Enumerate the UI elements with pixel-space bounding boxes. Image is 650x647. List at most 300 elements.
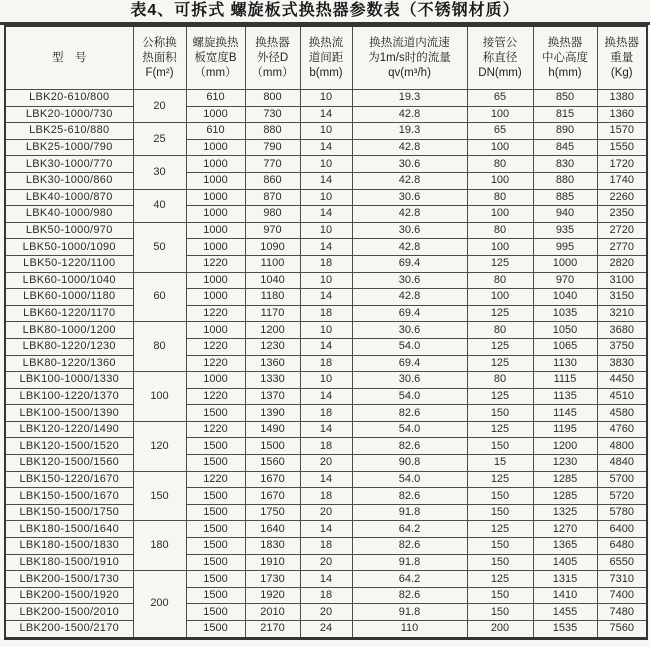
cell-outer-diameter-D: 1730 — [245, 571, 300, 588]
cell-weight: 3680 — [597, 322, 647, 339]
table-title: 表4、可拆式 螺旋板式换热器参数表（不锈钢材质） — [130, 2, 520, 19]
cell-flow-rate-qv: 54.0 — [352, 338, 467, 355]
cell-plate-width-B: 1000 — [186, 206, 245, 223]
cell-plate-width-B: 1500 — [186, 604, 245, 621]
cell-nominal-area: 60 — [133, 272, 186, 322]
table-row — [5, 621, 647, 639]
cell-flow-rate-qv: 82.6 — [352, 405, 467, 422]
cell-channel-spacing-b: 18 — [300, 305, 352, 322]
cell-center-height-h: 1115 — [533, 372, 597, 389]
cell-plate-width-B: 1000 — [186, 139, 245, 156]
cell-nozzle-DN: 65 — [467, 90, 533, 107]
cell-model: LBK30-1000/770 — [5, 156, 133, 173]
cell-nozzle-DN: 15 — [467, 455, 533, 472]
cell-channel-spacing-b: 14 — [300, 239, 352, 256]
cell-nozzle-DN: 80 — [467, 272, 533, 289]
cell-plate-width-B: 610 — [186, 123, 245, 140]
table-row — [5, 554, 647, 571]
cell-flow-rate-qv: 64.2 — [352, 571, 467, 588]
cell-flow-rate-qv: 30.6 — [352, 322, 467, 339]
column-header-line: 重量 — [610, 51, 634, 64]
cell-plate-width-B: 1000 — [186, 322, 245, 339]
cell-plate-width-B: 1220 — [186, 421, 245, 438]
column-header-line: h(mm) — [548, 66, 582, 79]
cell-model: LBK100-1000/1330 — [5, 372, 133, 389]
table-row — [5, 255, 647, 272]
cell-nominal-area: 80 — [133, 322, 186, 372]
cell-channel-spacing-b: 14 — [300, 571, 352, 588]
cell-weight: 2820 — [597, 255, 647, 272]
table-row — [5, 289, 647, 306]
cell-center-height-h: 845 — [533, 139, 597, 156]
cell-outer-diameter-D: 1670 — [245, 488, 300, 505]
cell-plate-width-B: 1500 — [186, 587, 245, 604]
column-header-model — [5, 26, 133, 90]
cell-flow-rate-qv: 64.2 — [352, 521, 467, 538]
cell-center-height-h: 1270 — [533, 521, 597, 538]
column-header-spacing — [300, 26, 352, 90]
cell-model: LBK200-1500/1730 — [5, 571, 133, 588]
cell-flow-rate-qv: 91.8 — [352, 504, 467, 521]
cell-plate-width-B: 1500 — [186, 488, 245, 505]
cell-outer-diameter-D: 1200 — [245, 322, 300, 339]
cell-outer-diameter-D: 970 — [245, 222, 300, 239]
cell-center-height-h: 1455 — [533, 604, 597, 621]
table-row — [5, 222, 647, 239]
cell-model: LBK30-1000/860 — [5, 172, 133, 189]
cell-plate-width-B: 1000 — [186, 239, 245, 256]
column-header-line: 型 号 — [52, 51, 87, 64]
cell-channel-spacing-b: 14 — [300, 106, 352, 123]
cell-flow-rate-qv: 42.8 — [352, 239, 467, 256]
cell-nominal-area: 40 — [133, 189, 186, 222]
table-row — [5, 338, 647, 355]
cell-outer-diameter-D: 870 — [245, 189, 300, 206]
column-header-line: 换热器 — [255, 36, 290, 49]
cell-outer-diameter-D: 790 — [245, 139, 300, 156]
cell-flow-rate-qv: 30.6 — [352, 156, 467, 173]
column-header-flow — [352, 26, 467, 90]
table-row — [5, 504, 647, 521]
cell-weight: 4580 — [597, 405, 647, 422]
cell-model: LBK40-1000/870 — [5, 189, 133, 206]
cell-nozzle-DN: 100 — [467, 139, 533, 156]
cell-model: LBK180-1500/1830 — [5, 538, 133, 555]
cell-channel-spacing-b: 18 — [300, 355, 352, 372]
cell-model: LBK200-1500/2170 — [5, 621, 133, 639]
column-header-line: qv(m³/h) — [388, 66, 431, 79]
cell-channel-spacing-b: 18 — [300, 488, 352, 505]
cell-weight: 4450 — [597, 372, 647, 389]
cell-outer-diameter-D: 860 — [245, 172, 300, 189]
cell-outer-diameter-D: 1180 — [245, 289, 300, 306]
cell-center-height-h: 890 — [533, 123, 597, 140]
cell-nozzle-DN: 65 — [467, 123, 533, 140]
cell-weight: 4510 — [597, 388, 647, 405]
heat-exchanger-parameters-table — [4, 25, 648, 640]
cell-nozzle-DN: 125 — [467, 305, 533, 322]
cell-flow-rate-qv: 91.8 — [352, 554, 467, 571]
cell-plate-width-B: 1500 — [186, 621, 245, 639]
table-row — [5, 206, 647, 223]
table-row — [5, 388, 647, 405]
cell-model: LBK150-1500/1750 — [5, 504, 133, 521]
cell-channel-spacing-b: 24 — [300, 621, 352, 639]
table-row — [5, 421, 647, 438]
cell-nozzle-DN: 125 — [467, 388, 533, 405]
cell-nozzle-DN: 200 — [467, 621, 533, 639]
cell-weight: 4760 — [597, 421, 647, 438]
cell-flow-rate-qv: 54.0 — [352, 471, 467, 488]
cell-nozzle-DN: 150 — [467, 438, 533, 455]
cell-nozzle-DN: 100 — [467, 172, 533, 189]
cell-center-height-h: 1200 — [533, 438, 597, 455]
cell-model: LBK25-1000/790 — [5, 139, 133, 156]
cell-outer-diameter-D: 1090 — [245, 239, 300, 256]
cell-plate-width-B: 1000 — [186, 156, 245, 173]
cell-nozzle-DN: 100 — [467, 206, 533, 223]
cell-flow-rate-qv: 82.6 — [352, 488, 467, 505]
cell-channel-spacing-b: 14 — [300, 521, 352, 538]
table-row — [5, 521, 647, 538]
cell-center-height-h: 970 — [533, 272, 597, 289]
cell-weight: 7560 — [597, 621, 647, 639]
cell-plate-width-B: 1220 — [186, 255, 245, 272]
cell-nozzle-DN: 125 — [467, 421, 533, 438]
cell-plate-width-B: 1000 — [186, 289, 245, 306]
column-header-line: 称直径 — [482, 51, 518, 64]
cell-plate-width-B: 1000 — [186, 272, 245, 289]
cell-channel-spacing-b: 10 — [300, 222, 352, 239]
cell-nominal-area: 200 — [133, 571, 186, 638]
cell-model: LBK180-1500/1640 — [5, 521, 133, 538]
cell-nominal-area: 180 — [133, 521, 186, 571]
cell-weight: 2260 — [597, 189, 647, 206]
column-header-line: 板宽度B — [194, 51, 237, 64]
cell-flow-rate-qv: 42.8 — [352, 206, 467, 223]
cell-weight: 1720 — [597, 156, 647, 173]
cell-outer-diameter-D: 730 — [245, 106, 300, 123]
cell-center-height-h: 1365 — [533, 538, 597, 555]
cell-plate-width-B: 1500 — [186, 438, 245, 455]
cell-center-height-h: 1130 — [533, 355, 597, 372]
cell-outer-diameter-D: 1330 — [245, 372, 300, 389]
table-row — [5, 305, 647, 322]
cell-center-height-h: 830 — [533, 156, 597, 173]
cell-nozzle-DN: 150 — [467, 604, 533, 621]
cell-flow-rate-qv: 69.4 — [352, 255, 467, 272]
cell-flow-rate-qv: 30.6 — [352, 189, 467, 206]
cell-weight: 1380 — [597, 90, 647, 107]
cell-outer-diameter-D: 2010 — [245, 604, 300, 621]
cell-model: LBK20-610/800 — [5, 90, 133, 107]
cell-channel-spacing-b: 14 — [300, 338, 352, 355]
cell-weight: 1360 — [597, 106, 647, 123]
table-row — [5, 604, 647, 621]
cell-model: LBK60-1000/1180 — [5, 289, 133, 306]
cell-flow-rate-qv: 82.6 — [352, 438, 467, 455]
cell-outer-diameter-D: 1640 — [245, 521, 300, 538]
table-row — [5, 322, 647, 339]
cell-channel-spacing-b: 14 — [300, 139, 352, 156]
cell-flow-rate-qv: 90.8 — [352, 455, 467, 472]
cell-nozzle-DN: 100 — [467, 289, 533, 306]
cell-model: LBK120-1220/1490 — [5, 421, 133, 438]
cell-model: LBK180-1500/1910 — [5, 554, 133, 571]
table-row — [5, 538, 647, 555]
column-header-line: 螺旋换热 — [192, 36, 239, 49]
cell-nominal-area: 150 — [133, 471, 186, 521]
cell-center-height-h: 1195 — [533, 421, 597, 438]
cell-plate-width-B: 1500 — [186, 455, 245, 472]
cell-nominal-area: 20 — [133, 90, 186, 123]
cell-model: LBK50-1000/970 — [5, 222, 133, 239]
cell-outer-diameter-D: 1230 — [245, 338, 300, 355]
cell-weight: 1740 — [597, 172, 647, 189]
column-header-line: 热面积 — [142, 51, 177, 64]
table-row — [5, 189, 647, 206]
cell-center-height-h: 1065 — [533, 338, 597, 355]
cell-plate-width-B: 1500 — [186, 538, 245, 555]
cell-flow-rate-qv: 42.8 — [352, 106, 467, 123]
column-header-diameter — [245, 26, 300, 90]
cell-channel-spacing-b: 20 — [300, 604, 352, 621]
cell-model: LBK50-1000/1090 — [5, 239, 133, 256]
cell-model: LBK50-1220/1100 — [5, 255, 133, 272]
cell-model: LBK20-1000/730 — [5, 106, 133, 123]
cell-model: LBK120-1500/1520 — [5, 438, 133, 455]
cell-plate-width-B: 1000 — [186, 189, 245, 206]
cell-nozzle-DN: 125 — [467, 571, 533, 588]
cell-flow-rate-qv: 42.8 — [352, 172, 467, 189]
table-row — [5, 355, 647, 372]
cell-center-height-h: 1135 — [533, 388, 597, 405]
cell-outer-diameter-D: 1040 — [245, 272, 300, 289]
cell-model: LBK200-1500/2010 — [5, 604, 133, 621]
cell-flow-rate-qv: 42.8 — [352, 139, 467, 156]
cell-weight: 1570 — [597, 123, 647, 140]
cell-center-height-h: 1145 — [533, 405, 597, 422]
column-header-area — [133, 26, 186, 90]
cell-channel-spacing-b: 18 — [300, 438, 352, 455]
cell-channel-spacing-b: 18 — [300, 587, 352, 604]
cell-nozzle-DN: 125 — [467, 338, 533, 355]
cell-center-height-h: 995 — [533, 239, 597, 256]
cell-nominal-area: 30 — [133, 156, 186, 189]
cell-outer-diameter-D: 1670 — [245, 471, 300, 488]
cell-outer-diameter-D: 1360 — [245, 355, 300, 372]
cell-center-height-h: 1315 — [533, 571, 597, 588]
cell-nominal-area: 100 — [133, 372, 186, 422]
cell-center-height-h: 940 — [533, 206, 597, 223]
cell-outer-diameter-D: 800 — [245, 90, 300, 107]
table-row — [5, 455, 647, 472]
cell-outer-diameter-D: 1490 — [245, 421, 300, 438]
cell-plate-width-B: 1000 — [186, 106, 245, 123]
cell-channel-spacing-b: 20 — [300, 504, 352, 521]
column-header-line: b(mm) — [309, 66, 343, 79]
column-header-line: （mm） — [194, 66, 237, 79]
table-row — [5, 438, 647, 455]
cell-model: LBK100-1500/1390 — [5, 405, 133, 422]
cell-weight: 6400 — [597, 521, 647, 538]
cell-nozzle-DN: 125 — [467, 521, 533, 538]
cell-model: LBK80-1000/1200 — [5, 322, 133, 339]
cell-nozzle-DN: 100 — [467, 239, 533, 256]
cell-plate-width-B: 1000 — [186, 172, 245, 189]
table-row — [5, 488, 647, 505]
table-row — [5, 139, 647, 156]
cell-nozzle-DN: 80 — [467, 322, 533, 339]
cell-channel-spacing-b: 18 — [300, 538, 352, 555]
cell-center-height-h: 1285 — [533, 471, 597, 488]
cell-flow-rate-qv: 69.4 — [352, 305, 467, 322]
column-header-line: （mm） — [251, 66, 294, 79]
cell-center-height-h: 1040 — [533, 289, 597, 306]
cell-weight: 3210 — [597, 305, 647, 322]
cell-center-height-h: 1410 — [533, 587, 597, 604]
cell-model: LBK150-1500/1670 — [5, 488, 133, 505]
cell-center-height-h: 1050 — [533, 322, 597, 339]
cell-flow-rate-qv: 30.6 — [352, 272, 467, 289]
cell-weight: 6550 — [597, 554, 647, 571]
cell-model: LBK60-1220/1170 — [5, 305, 133, 322]
cell-nozzle-DN: 80 — [467, 156, 533, 173]
cell-flow-rate-qv: 82.6 — [352, 587, 467, 604]
cell-channel-spacing-b: 14 — [300, 289, 352, 306]
cell-plate-width-B: 610 — [186, 90, 245, 107]
table-row — [5, 272, 647, 289]
cell-model: LBK40-1000/980 — [5, 206, 133, 223]
column-header-line: 为1m/s时的流量 — [368, 51, 451, 64]
column-header-line: (Kg) — [610, 66, 633, 79]
table-row — [5, 587, 647, 604]
table-row — [5, 471, 647, 488]
cell-nozzle-DN: 80 — [467, 222, 533, 239]
cell-nominal-area: 25 — [133, 123, 186, 156]
cell-nozzle-DN: 150 — [467, 405, 533, 422]
cell-plate-width-B: 1220 — [186, 388, 245, 405]
cell-weight: 7400 — [597, 587, 647, 604]
cell-plate-width-B: 1500 — [186, 405, 245, 422]
table-body — [5, 90, 647, 639]
cell-outer-diameter-D: 1100 — [245, 255, 300, 272]
cell-model: LBK80-1220/1360 — [5, 355, 133, 372]
table-row — [5, 571, 647, 588]
cell-channel-spacing-b: 18 — [300, 405, 352, 422]
cell-channel-spacing-b: 10 — [300, 272, 352, 289]
cell-outer-diameter-D: 1830 — [245, 538, 300, 555]
cell-flow-rate-qv: 82.6 — [352, 538, 467, 555]
column-header-line: 换热器 — [547, 36, 583, 49]
cell-model: LBK25-610/880 — [5, 123, 133, 140]
cell-plate-width-B: 1500 — [186, 504, 245, 521]
cell-plate-width-B: 1220 — [186, 338, 245, 355]
cell-channel-spacing-b: 20 — [300, 455, 352, 472]
cell-nozzle-DN: 150 — [467, 554, 533, 571]
cell-flow-rate-qv: 91.8 — [352, 604, 467, 621]
cell-weight: 7310 — [597, 571, 647, 588]
cell-center-height-h: 935 — [533, 222, 597, 239]
cell-nozzle-DN: 150 — [467, 538, 533, 555]
table-row — [5, 405, 647, 422]
cell-flow-rate-qv: 19.3 — [352, 123, 467, 140]
cell-plate-width-B: 1000 — [186, 372, 245, 389]
cell-outer-diameter-D: 1750 — [245, 504, 300, 521]
cell-outer-diameter-D: 1500 — [245, 438, 300, 455]
column-header-width — [186, 26, 245, 90]
cell-weight: 4840 — [597, 455, 647, 472]
cell-plate-width-B: 1220 — [186, 471, 245, 488]
column-header-weight — [597, 26, 647, 90]
cell-plate-width-B: 1500 — [186, 521, 245, 538]
cell-nozzle-DN: 100 — [467, 106, 533, 123]
cell-channel-spacing-b: 20 — [300, 554, 352, 571]
cell-channel-spacing-b: 14 — [300, 206, 352, 223]
cell-weight: 2350 — [597, 206, 647, 223]
cell-flow-rate-qv: 42.8 — [352, 289, 467, 306]
cell-plate-width-B: 1220 — [186, 305, 245, 322]
cell-plate-width-B: 1000 — [186, 222, 245, 239]
cell-channel-spacing-b: 10 — [300, 322, 352, 339]
cell-channel-spacing-b: 14 — [300, 421, 352, 438]
cell-center-height-h: 1035 — [533, 305, 597, 322]
cell-weight: 7480 — [597, 604, 647, 621]
cell-outer-diameter-D: 1560 — [245, 455, 300, 472]
cell-channel-spacing-b: 10 — [300, 90, 352, 107]
cell-model: LBK60-1000/1040 — [5, 272, 133, 289]
cell-nozzle-DN: 80 — [467, 189, 533, 206]
cell-nozzle-DN: 125 — [467, 471, 533, 488]
cell-weight: 2720 — [597, 222, 647, 239]
cell-weight: 4800 — [597, 438, 647, 455]
cell-nominal-area: 120 — [133, 421, 186, 471]
cell-nozzle-DN: 150 — [467, 504, 533, 521]
cell-model: LBK100-1220/1370 — [5, 388, 133, 405]
table-row — [5, 372, 647, 389]
cell-outer-diameter-D: 1920 — [245, 587, 300, 604]
cell-outer-diameter-D: 1370 — [245, 388, 300, 405]
cell-center-height-h: 1000 — [533, 255, 597, 272]
cell-nozzle-DN: 150 — [467, 488, 533, 505]
cell-weight: 5720 — [597, 488, 647, 505]
table-header — [5, 26, 647, 90]
cell-flow-rate-qv: 54.0 — [352, 421, 467, 438]
cell-flow-rate-qv: 110 — [352, 621, 467, 639]
cell-center-height-h: 850 — [533, 90, 597, 107]
cell-flow-rate-qv: 54.0 — [352, 388, 467, 405]
cell-outer-diameter-D: 1910 — [245, 554, 300, 571]
cell-weight: 3100 — [597, 272, 647, 289]
column-header-height — [533, 26, 597, 90]
table-row — [5, 172, 647, 189]
cell-weight: 2770 — [597, 239, 647, 256]
cell-nominal-area: 50 — [133, 222, 186, 272]
cell-channel-spacing-b: 14 — [300, 172, 352, 189]
cell-flow-rate-qv: 30.6 — [352, 222, 467, 239]
cell-weight: 3750 — [597, 338, 647, 355]
cell-center-height-h: 1230 — [533, 455, 597, 472]
cell-center-height-h: 1405 — [533, 554, 597, 571]
cell-nozzle-DN: 125 — [467, 255, 533, 272]
cell-center-height-h: 885 — [533, 189, 597, 206]
cell-outer-diameter-D: 770 — [245, 156, 300, 173]
cell-channel-spacing-b: 14 — [300, 471, 352, 488]
cell-weight: 3830 — [597, 355, 647, 372]
column-header-line: 接管公 — [482, 36, 518, 49]
column-header-line: 换热流道内流速 — [369, 36, 450, 49]
cell-weight: 5780 — [597, 504, 647, 521]
